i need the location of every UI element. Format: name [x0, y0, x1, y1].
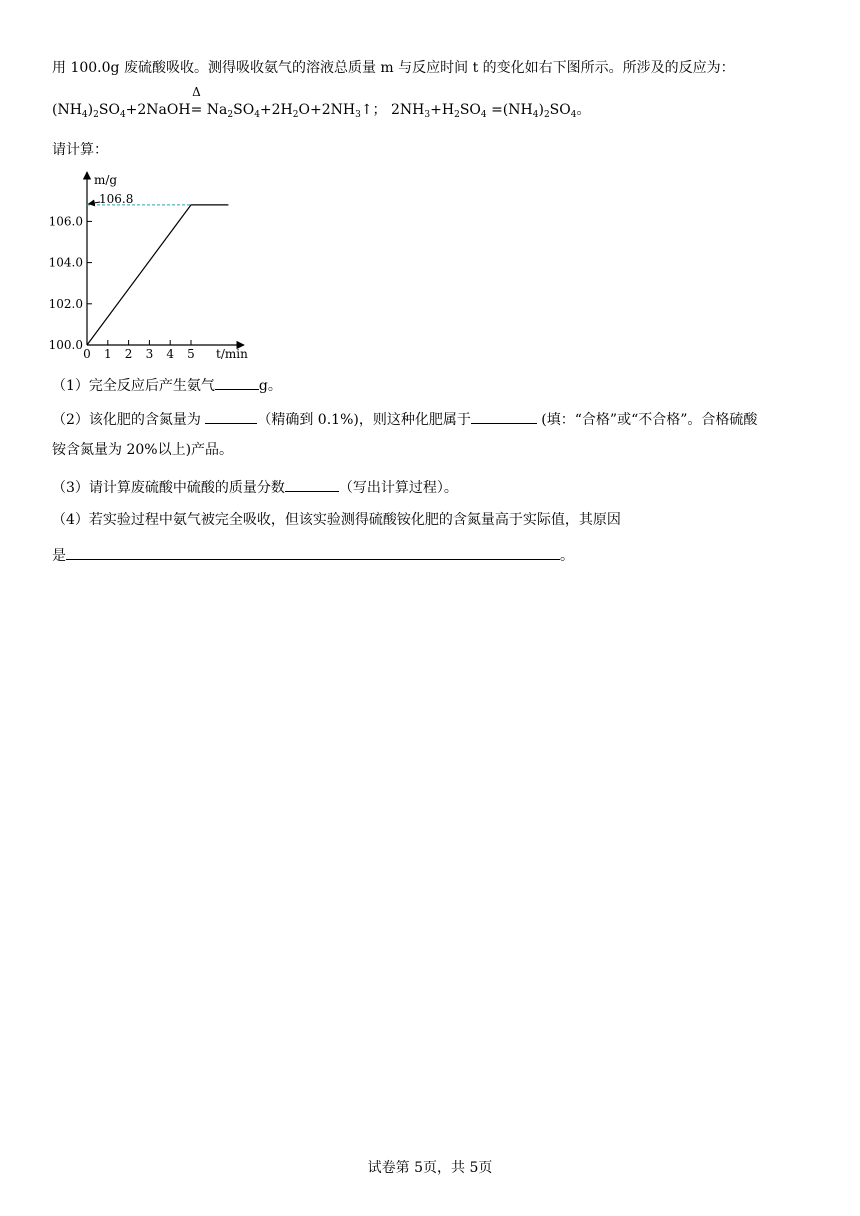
q1-answer-blank[interactable]: [215, 374, 259, 390]
q4-answer-blank[interactable]: [66, 544, 560, 560]
question-4-line-2: [52, 544, 574, 566]
x-tick-label: 4: [166, 347, 175, 361]
x-tick-label: 1: [103, 347, 112, 361]
reaction-equations: [52, 85, 591, 125]
q1-suffix: g。: [258, 378, 282, 394]
reaction-1-rhs: $Na_2SO_4+2H_2O+2NH_3↑$；: [202, 102, 387, 120]
q4-prefix: 是: [52, 548, 66, 564]
y-tick-label: 100.0: [48, 338, 83, 352]
q2-mid: （精确到 0.1%)，则这种化肥属于: [257, 412, 471, 428]
y-tick-label: 102.0: [48, 296, 83, 311]
q1-text: （1）完全反应后产生氨气: [52, 378, 215, 394]
y-tick-label: 104.0: [48, 255, 83, 270]
x-tick-label: 2: [124, 347, 133, 361]
mass-time-chart: [48, 168, 258, 363]
reaction-condition: Δ =: [190, 85, 203, 118]
annotation-label: 106.8: [99, 192, 134, 206]
q3-answer-blank[interactable]: [285, 476, 339, 492]
x-tick-label: 3: [145, 347, 154, 361]
x-tick-label: 0: [83, 347, 91, 361]
q2-end: (填：“合格”或“不合格”。合格硫酸: [536, 412, 758, 428]
q2-qualified-blank[interactable]: [471, 408, 537, 424]
y-axis-label: m/g: [94, 173, 118, 187]
q3-end: （写出计算过程）。: [338, 480, 458, 496]
heat-symbol: Δ: [192, 85, 201, 99]
x-axis-label: t/min: [216, 347, 248, 361]
x-tick-label: 5: [187, 347, 195, 361]
q4-end: 。: [560, 548, 574, 564]
series-line: [87, 205, 228, 345]
intro-text: 用 100.0g 废硫酸吸收。测得吸收氨气的溶液总质量 m 与反应时间 t 的变化如右下图所示。所涉及的反应为：: [52, 60, 735, 76]
reaction-2: $2NH_3+H_2SO_4 =(NH_4)_2SO_4$。: [391, 102, 591, 120]
q2-nitrogen-blank[interactable]: [205, 408, 257, 424]
q3-text: （3）请计算废硫酸中硫酸的质量分数: [52, 480, 285, 496]
prompt-text: 请计算：: [52, 142, 108, 158]
question-1: [52, 374, 282, 396]
question-2-line-2: 铵含氮量为 20%以上)产品。: [52, 442, 234, 458]
question-4: （4）若实验过程中氨气被完全吸收，但该实验测得硫酸铵化肥的含氮量高于实际值，其原因: [52, 512, 621, 528]
y-tick-label: 106.0: [48, 214, 83, 229]
question-3: [52, 476, 458, 498]
question-2: [52, 408, 757, 430]
page-footer: 试卷第 5页，共 5页: [367, 1160, 493, 1176]
q2-text: （2）该化肥的含氮量为: [52, 412, 206, 428]
reaction-1-lhs: $(NH_4)_2SO_4+2NaOH$: [52, 102, 191, 120]
